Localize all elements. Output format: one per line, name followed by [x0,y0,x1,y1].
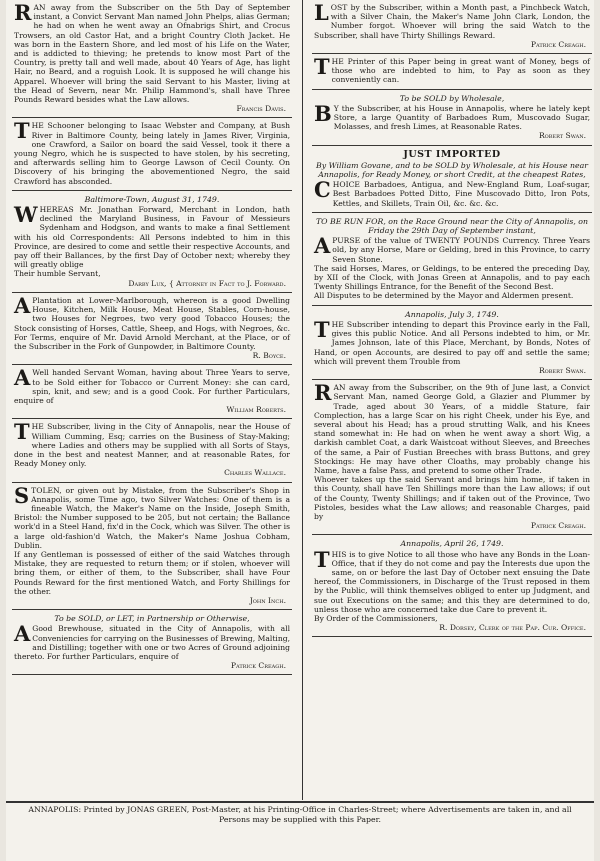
advertisement [312,380,592,535]
ad-body [14,202,290,279]
ad-body [314,316,590,366]
drop-cap: A [14,292,31,318]
ad-signature: Darby Lux, { Attorney in Fact to J. Forward. [128,278,286,288]
ad-text: HE Schooner belonging to Isaac Webster and Company, at Bush River in Baltimore County, being lately in James River, Virginia, one Crawford, a Sailor on board the said Vessel, took it there a young Negro, which he is suspected to have stolen, by his secreting, and afterwards selling him to George Lawson of Cecil County. On Discovery of his bringing the abovementioned Negro, the said Crawford has absconded. [14,121,290,186]
drop-cap: T [314,546,330,572]
ad-text: PURSE of the value of TWENTY POUNDS Currency. Three Years old, by any Horse, Mare or Gelding, bred in this Province, to carry Seven Stone. The said Horses, Mares, or Geldings, to be entered the preceding Day, by XII of the Clock, with Jonas Green at Annapolis, and to pay each Twenty Shillings Entrance, for the Benefit of the Second Best. All Disputes to be determined by the Mayor and Aldermen present. [314,236,590,301]
ad-text: HIS is to give Notice to all those who have any Bonds in the Loan-Office, that if they do not come and pay the Interests due upon the same, on or before the last Day of October next ensuing the Date hereof, the Commissioners, in Discharge of the Trust reposed in them by the Public, will think themselves obliged to enter up Judgment, and sue out Executions on the same; and this they are determined to do, unless those who are concerned take due Care to prevent it. By Order of the Commissioners, [314,549,590,623]
ad-signature: William Roberts. [226,405,286,415]
drop-cap: A [314,233,331,259]
ad-body [14,292,290,351]
advertisement [12,483,292,611]
advertisement [12,118,292,190]
ad-text: Well handed Servant Woman, having about Three Years to serve, to be Sold either for Tobacco or Current Money: she can card, spin, knit, and sew; and is a good Cook. For further Particulars, enquire of [14,368,290,405]
advertisement [12,365,292,419]
drop-cap: A [14,621,31,647]
drop-cap: T [14,118,30,144]
ad-body [314,380,590,521]
drop-cap: C [314,177,331,203]
drop-cap: R [314,380,332,406]
imprint-divider [6,801,594,803]
ad-text: Y the Subscriber, at his House in Annapolis, where he lately kept Store, a large Quantity of Barbadoes Rum, Muscovado Sugar, Molasses, and fresh Limes, at Reasonable Rates. [333,103,590,132]
ad-signature: R. Boyce. [252,351,286,361]
advertisement [12,293,292,365]
advertisement [312,306,592,380]
right-column [312,0,592,800]
column-divider [302,0,303,800]
ad-body [314,546,590,624]
ad-text: Good Brewhouse, situated in the City of Annapolis, with all Conveniencies for carrying on the Businesses of Brewing, Malting, and Distilling; together with one or two Acres of Ground adjoining thereto. For further Particulars, enquire of [14,624,290,661]
ad-signature: R. Dorsey, Clerk of the Pap. Cur. Office. [439,623,586,633]
advertisement [312,213,592,306]
advertisement [312,90,592,146]
ad-body [14,482,290,596]
ad-signature: Francis Davis. [236,104,286,114]
drop-cap: A [14,365,31,391]
ad-signature: John Inch. [249,595,286,605]
advertisement [312,0,592,54]
advertisement [312,535,592,637]
ad-body [314,233,590,301]
drop-cap: S [14,482,30,508]
left-column [12,0,292,800]
drop-cap: L [314,0,329,25]
ad-body [14,0,290,105]
drop-cap: T [14,419,30,445]
drop-cap: W [14,202,38,228]
ad-body [314,100,590,132]
ad-dateline: To be SOLD by Wholesale, [399,93,505,103]
advertisement [312,146,592,213]
ad-signature: Patrick Creagh. [530,39,586,49]
ad-text: HE Printer of this Paper being in great want of Money, begs of those who are indebted to him, to Pay as soon as they conveniently can. [331,57,590,85]
ad-body [14,419,290,469]
ad-text: AN away from the Subscriber, on the 9th of June last, a Convict Servant Man, named George Gold, a Glazier and Plummer by Trade, aged about 30 Years, of a middle Stature, fair Complection, has a large Scar on his right Cheek, under his Eye, and several about his Head; has a proud strutting Walk, and his Knees stand somewhat in: He had on when he went away a short Wig, a darkish camblet Coat, a dark Waistcoat without Sleeves, and Breeches of the same, a Pair of Fustian Breeches with brass Buttons, and grey Stockings: He may have other Cloaths, may probably change his Name, have a false Pass, and pretend to some other Trade. Whoever takes up the said Servant and brings him home, if taken in this County, shall have Ten Shillings more than the Law allows; if out of the County, Twenty Shillings; and if taken out of the Province, Two Pistoles, besides what the Law allows; and reasonable Charges, paid by [314,383,590,521]
ad-signature: Patrick Creagh. [530,521,586,531]
ad-signature: Charles Wallace. [224,468,286,478]
ad-body [14,365,290,405]
ad-text: TOLEN, or given out by Mistake, from the Subscriber's Shop in Annapolis, some Time ago, two Silver Watches: One of them is a fineable Watch, the Maker's Name on the Inside, Joseph Smith, Bristol: the Number supposed to be 205, but not certain; the Ballance work'd in a Steel Hand, fix'd in the Cock, which was Silver. The other is a large old-fashion'd Watch, the Maker's Name Joshua Cobham, Dublin. If any Gentleman is possessed of either of the said Watches through Mistake, they are requested to return them; or if stolen, whoever will bring them, or either of them, to the Subscriber, shall have Four Pounds Reward for the first mentioned Watch, and Forty Shillings for the other. [14,485,290,596]
drop-cap: B [314,100,332,126]
ad-text: HE Subscriber intending to depart this Province early in the Fall, gives this public Notice. And all Persons indebted to him, or Mr. James Johnson, late of this Place, Merchant, by Bonds, Notes of Hand, or open Accounts, are desired to pay off and settle the same; which will prevent them Trouble from [314,319,590,366]
ad-body [314,0,590,40]
advertisement [312,54,592,90]
imprint-line: ANNAPOLIS: Printed by JONAS GREEN, Post-Master, at his Printing-Office in Charles-Street; where Advertisements are taken in, and all Persons may be supplied with this Paper. [28,805,572,824]
ad-dateline: To be SOLD, or LET, in Partnership or Otherwise, [54,614,250,624]
ad-subheading: By William Govane, and to be SOLD by Wholesale, at his House near Annapolis, for Ready Money, or short Credit, at the cheapest Rates, [315,160,589,180]
ad-text: AN away from the Subscriber on the 5th Day of September instant, a Convict Servant Man named John Phelps, alias German; he had on when he went away an Ofnabrigs Shirt, and Crocus Trowsers, an old Castor Hat, and a bright Country Cloth Jacket. He was born in the Eastern Shore, and led most of his Life on the Water, and is addicted to thieving; he pretends to know most Part of the Country, is pretty tall and well made, about 40 Years of Age, has light Hair, no Beard, and a roguish Look. It is supposed he will change his Apparel. Whoever will bring the said Servant to his Master, living at the Head of Severn, near Mr. Philip Hammond's, shall have Three Pounds Reward besides what the Law allows. [14,3,290,105]
ad-dateline: Annapolis, July 3, 1749. [405,309,499,319]
ad-signature: Robert Swan. [538,365,586,375]
ad-text: HEREAS Mr. Jonathan Forward, Merchant in London, hath declined the Maryland Business, in Favour of Messieurs Sydenham and Hodgson, and wants to make a final Settlement with his old Correspondents: All Persons indebted to him in this Province, are desired to come and settle their respective Accounts, and pay off their Ballances, by the first Day of October next; whereby they will greatly oblige Their humble Servant, [14,205,290,279]
ad-body [314,177,590,208]
ad-dateline: Annapolis, April 26, 1749. [400,539,504,549]
ad-body [314,54,590,85]
advertisement [12,610,292,675]
ad-heading: JUST IMPORTED [403,148,501,160]
ad-signature: Patrick Creagh. [230,661,286,671]
advertisement [12,419,292,482]
drop-cap: T [314,54,330,80]
drop-cap: R [14,0,32,25]
ad-dateline: Baltimore-Town, August 31, 1749. [84,194,220,204]
newspaper-page [6,0,594,861]
ad-text: HOICE Barbadoes, Antigua, and New-England Rum, Loaf-sugar, Best Barbadoes Potted Ditto, Fine Muscovado Ditto, Iron Pots, Kettles, and Skillets, Train Oil, &c. &c. &c. [332,180,590,208]
advertisement [12,191,292,293]
ad-text: OST by the Subscriber, within a Month past, a Pinchbeck Watch, with a Silver Chain, the Maker's Name John Clark, London, the Number forgot. Whoever will bring the said Watch to the Subscriber, shall have Thirty Shillings Reward. [314,3,590,40]
ad-text: HE Subscriber, living in the City of Annapolis, near the House of William Cumming, Esq; carries on the Business of Stay-Making; where Ladies and others may be supplied with all Sorts of Stays, done in the best and neatest Manner, and at reasonable Rates, for Ready Money only. [14,422,290,469]
ad-text: Plantation at Lower-Marlborough, whereon is a good Dwelling House, Kitchen, Milk House, Meat House, Stables, Corn-house, two Houses for Negroes, two very good Tobacco Houses; the Stock consisting of Horses, Cattle, Sheep, and Hogs, with Negroes, &c. For Terms, enquire of Mr. David Arnold Merchant, at the Place, or of the Subscriber in the Fork of Gunpowder, in Baltimore County. [14,295,290,351]
ad-body [14,621,290,661]
drop-cap: T [314,316,330,342]
ad-dateline: TO BE RUN FOR, on the Race Ground near the City of Annapolis, on Friday the 29th Day of September instant, [315,216,589,236]
ad-body [14,118,290,186]
ad-signature: Robert Swan. [538,131,586,141]
advertisement [12,0,292,118]
